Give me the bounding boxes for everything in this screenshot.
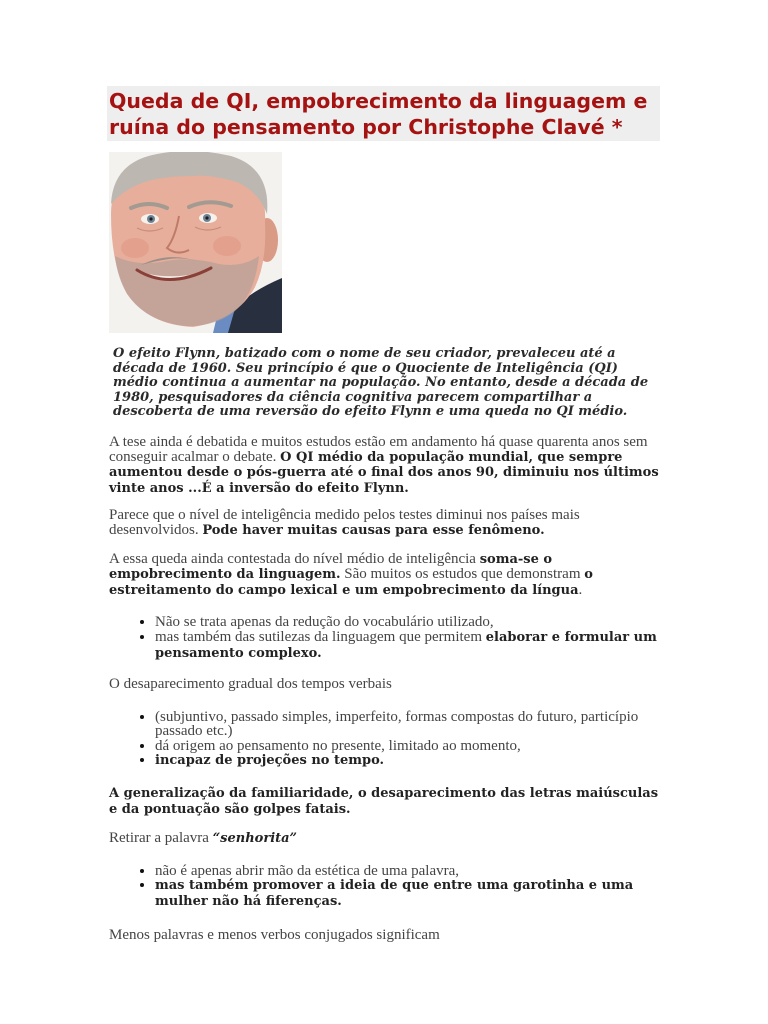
debate-text: A tese ainda é debatida e muitos estudos estão em andamento há quase quarenta anos sem conseguir acalmar o debate. bbox=[109, 433, 648, 465]
list-item: • não é apenas abrir mão da estética de uma palavra, bbox=[155, 864, 665, 879]
language-text-1: A essa queda ainda contestada do nível médio de inteligência bbox=[109, 550, 476, 567]
article-body bbox=[109, 347, 665, 942]
list-item: • Não se trata apenas da redução do vocabulário utilizado, bbox=[155, 615, 665, 630]
tenses-list bbox=[109, 710, 665, 769]
intro-paragraph: O efeito Flynn, batizado com o nome de seu criador, prevaleceu até a década de 1960. Seu princípio é que o Quociente de Inteligência (QI) médio continua a aumentar na população. No entanto, desde a década de 1980, pesquisadores da ciência cognitiva parecem compartilhar a descoberta de uma reversão do efeito Flynn e uma queda no QI médio. bbox=[113, 346, 649, 420]
remove-word-emphasis: “senhorita” bbox=[212, 831, 298, 847]
list-item-emphasis: incapaz de projeções no tempo. bbox=[155, 753, 385, 769]
fatal-blows-text: A generalização da familiaridade, o desaparecimento das letras maiúsculas e da pontuação são golpes fatais. bbox=[109, 786, 659, 817]
senhorita-list bbox=[109, 864, 665, 910]
list-item-emphasis: mas também promover a ideia de que entre uma garotinha e uma mulher não há fiferenças. bbox=[155, 878, 634, 910]
remove-word-paragraph bbox=[109, 831, 665, 847]
language-emphasis-2: o estreitamento do campo lexical e um empobrecimento da língua bbox=[109, 567, 593, 598]
fatal-blows-paragraph bbox=[109, 786, 665, 817]
remove-word-text: Retirar a palavra bbox=[109, 830, 209, 847]
photo-pupil-left bbox=[149, 217, 152, 220]
intelligence-level-text: Parece que o nível de inteligência medido pelos testes diminui nos países mais desenvolvidos. bbox=[109, 507, 580, 538]
list-item bbox=[155, 753, 665, 769]
language-paragraph bbox=[109, 552, 665, 599]
verb-tenses-paragraph: O desaparecimento gradual dos tempos verbais bbox=[109, 676, 392, 693]
debate-paragraph bbox=[109, 435, 665, 496]
language-text-2: São muitos os estudos que demonstram bbox=[344, 566, 581, 583]
photo-pupil-right bbox=[205, 216, 208, 219]
intelligence-level-emphasis: Pode haver muitas causas para esse fenômeno. bbox=[202, 522, 545, 538]
list-item: • dá origem ao pensamento no presente, limitado ao momento, bbox=[155, 739, 665, 754]
language-text-3: . bbox=[578, 581, 583, 598]
intelligence-level-paragraph bbox=[109, 508, 665, 538]
photo-cheek-left bbox=[121, 238, 149, 258]
photo-cheek-right bbox=[213, 236, 241, 256]
page-title: Queda de QI, empobrecimento da linguagem e ruína do pensamento por Christophe Clavé * bbox=[109, 89, 648, 139]
vocabulary-list bbox=[109, 615, 665, 661]
list-item bbox=[155, 630, 665, 661]
author-portrait-icon bbox=[109, 152, 282, 333]
debate-emphasis: O QI médio da população mundial, que sempre aumentou desde o pós-guerra até o final dos anos 90, diminuiu nos últimos vinte anos ...É a inversão do efeito Flynn. bbox=[109, 449, 659, 496]
conclusion-paragraph: Menos palavras e menos verbos conjugados significam bbox=[109, 926, 440, 943]
title-box bbox=[107, 86, 660, 141]
list-item: • (subjuntivo, passado simples, imperfeito, formas compostas do futuro, particípio passado etc.) bbox=[155, 710, 665, 739]
list-item bbox=[155, 878, 665, 909]
list-item-text: mas também das sutilezas da linguagem que permitem bbox=[155, 628, 482, 645]
language-emphasis-1: soma-se o empobrecimento da linguagem. bbox=[109, 551, 553, 583]
author-photo bbox=[109, 152, 282, 333]
list-item-emphasis: elaborar e formular um pensamento complexo. bbox=[155, 629, 657, 661]
